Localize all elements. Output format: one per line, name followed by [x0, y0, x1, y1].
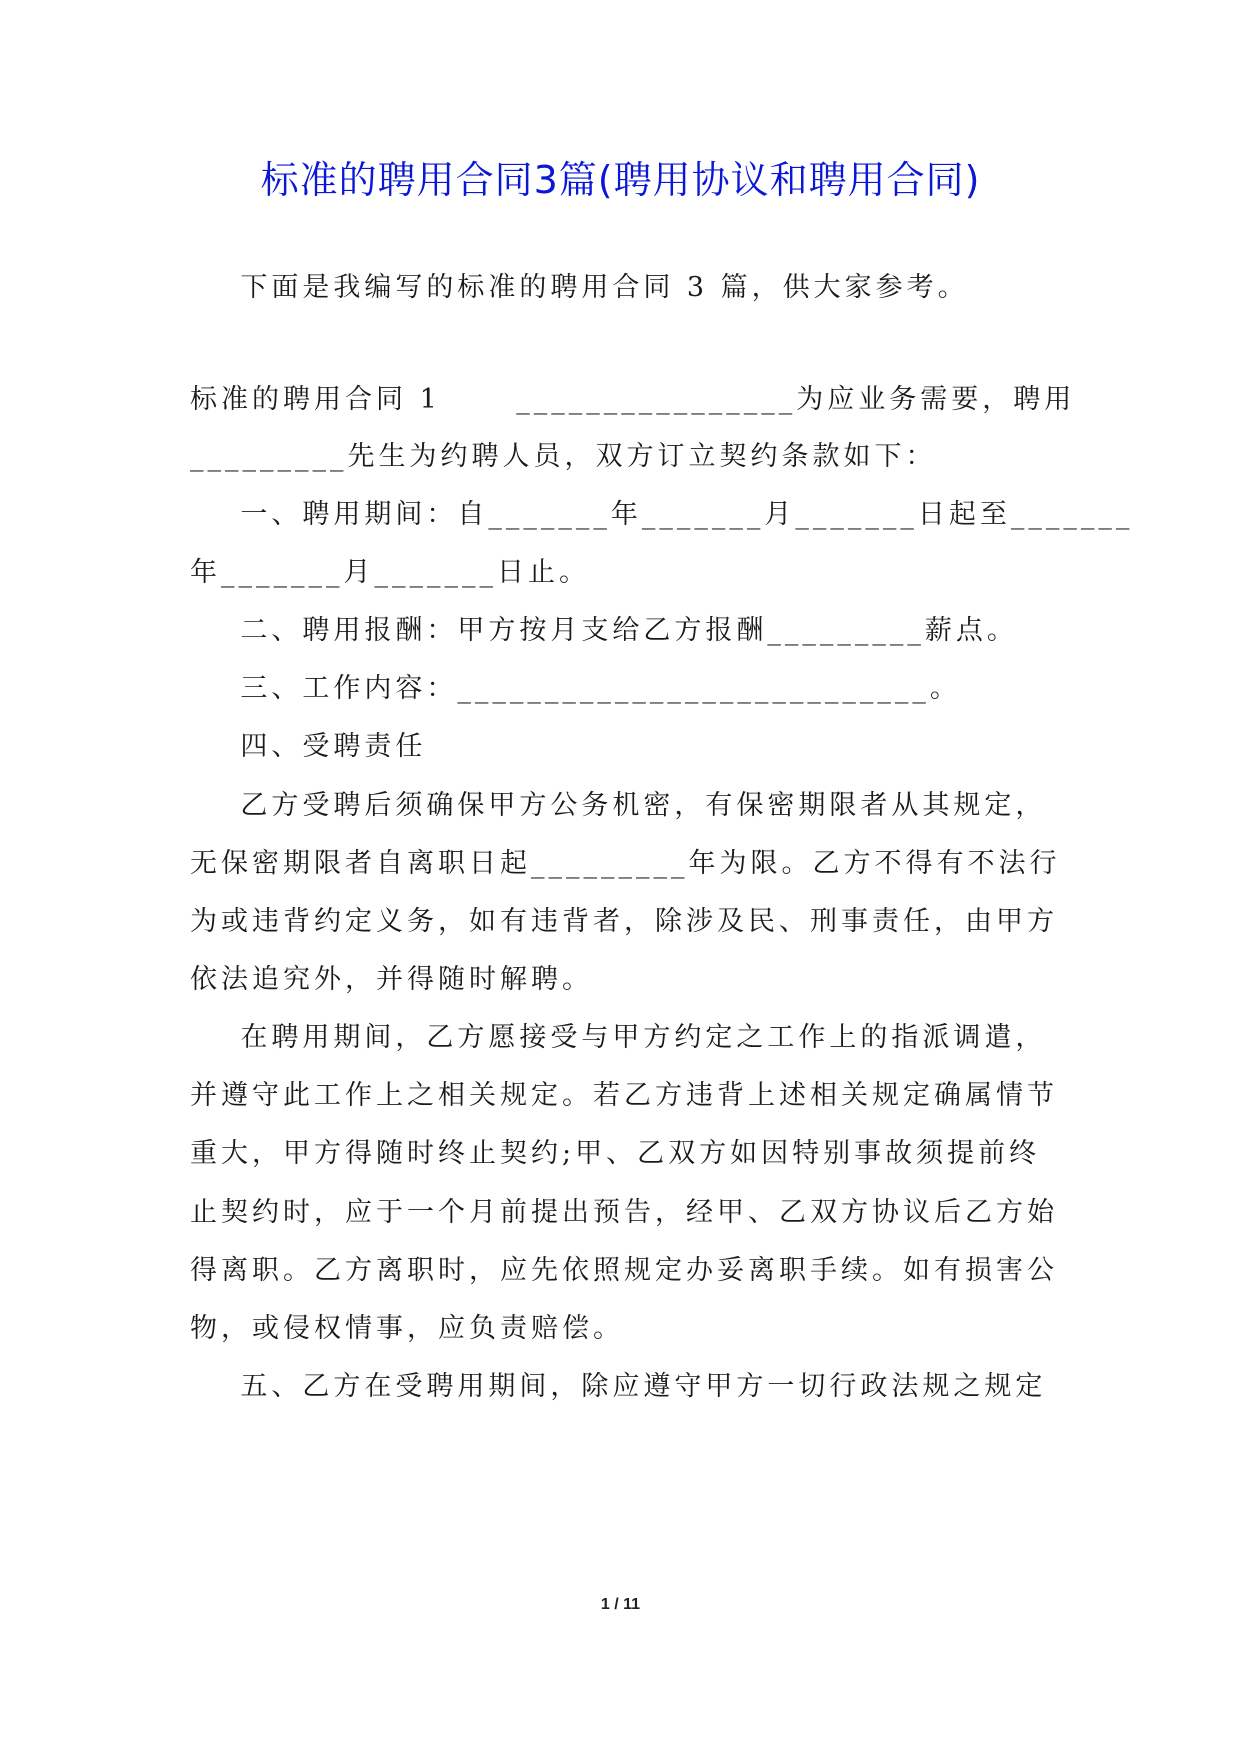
intro-line: 下面是我编写的标准的聘用合同 3 篇，供大家参考。 [190, 272, 969, 303]
body-line: _________先生为约聘人员，双方订立契约条款如下： [190, 441, 937, 472]
body-line: 五、乙方在受聘用期间，除应遵守甲方一切行政法规之规定 [190, 1371, 1047, 1402]
body-line: 乙方受聘后须确保甲方公务机密，有保密期限者从其规定， [190, 790, 1047, 821]
body-line: 为或违背约定义务，如有违背者，除涉及民、刑事责任，由甲方 [190, 906, 1058, 937]
body-line: 四、受聘责任 [190, 731, 427, 762]
body-line: 并遵守此工作上之相关规定。若乙方违背上述相关规定确属情节 [190, 1080, 1058, 1111]
body-line: 得离职。乙方离职时，应先依照规定办妥离职手续。如有损害公 [190, 1255, 1058, 1286]
page-indicator: 1 / 11 [600, 1596, 641, 1613]
body-line: 重大，甲方得随时终止契约;甲、乙双方如因特别事故须提前终 [190, 1138, 1041, 1169]
body-line: 年_______月_______日止。 [190, 557, 590, 588]
body-line: 标准的聘用合同 1 ________________为应业务需要，聘用 [190, 384, 1076, 415]
body-line: 止契约时，应于一个月前提出预告，经甲、乙双方协议后乙方始 [190, 1197, 1058, 1228]
body-line: 一、聘用期间：自_______年_______月_______日起至_______ [190, 499, 1134, 530]
body-line: 无保密期限者自离职日起_________年为限。乙方不得有不法行 [190, 848, 1061, 879]
body-line: 依法追究外，并得随时解聘。 [190, 964, 593, 995]
body-line: 二、聘用报酬：甲方按月支给乙方报酬_________薪点。 [190, 615, 1018, 646]
body-line: 在聘用期间，乙方愿接受与甲方约定之工作上的指派调遣， [190, 1022, 1047, 1053]
body-line: 物，或侵权情事，应负责赔偿。 [190, 1313, 624, 1344]
body-line: 三、工作内容：___________________________。 [190, 673, 961, 704]
document-title: 标准的聘用合同3篇(聘用协议和聘用合同) [260, 158, 981, 202]
